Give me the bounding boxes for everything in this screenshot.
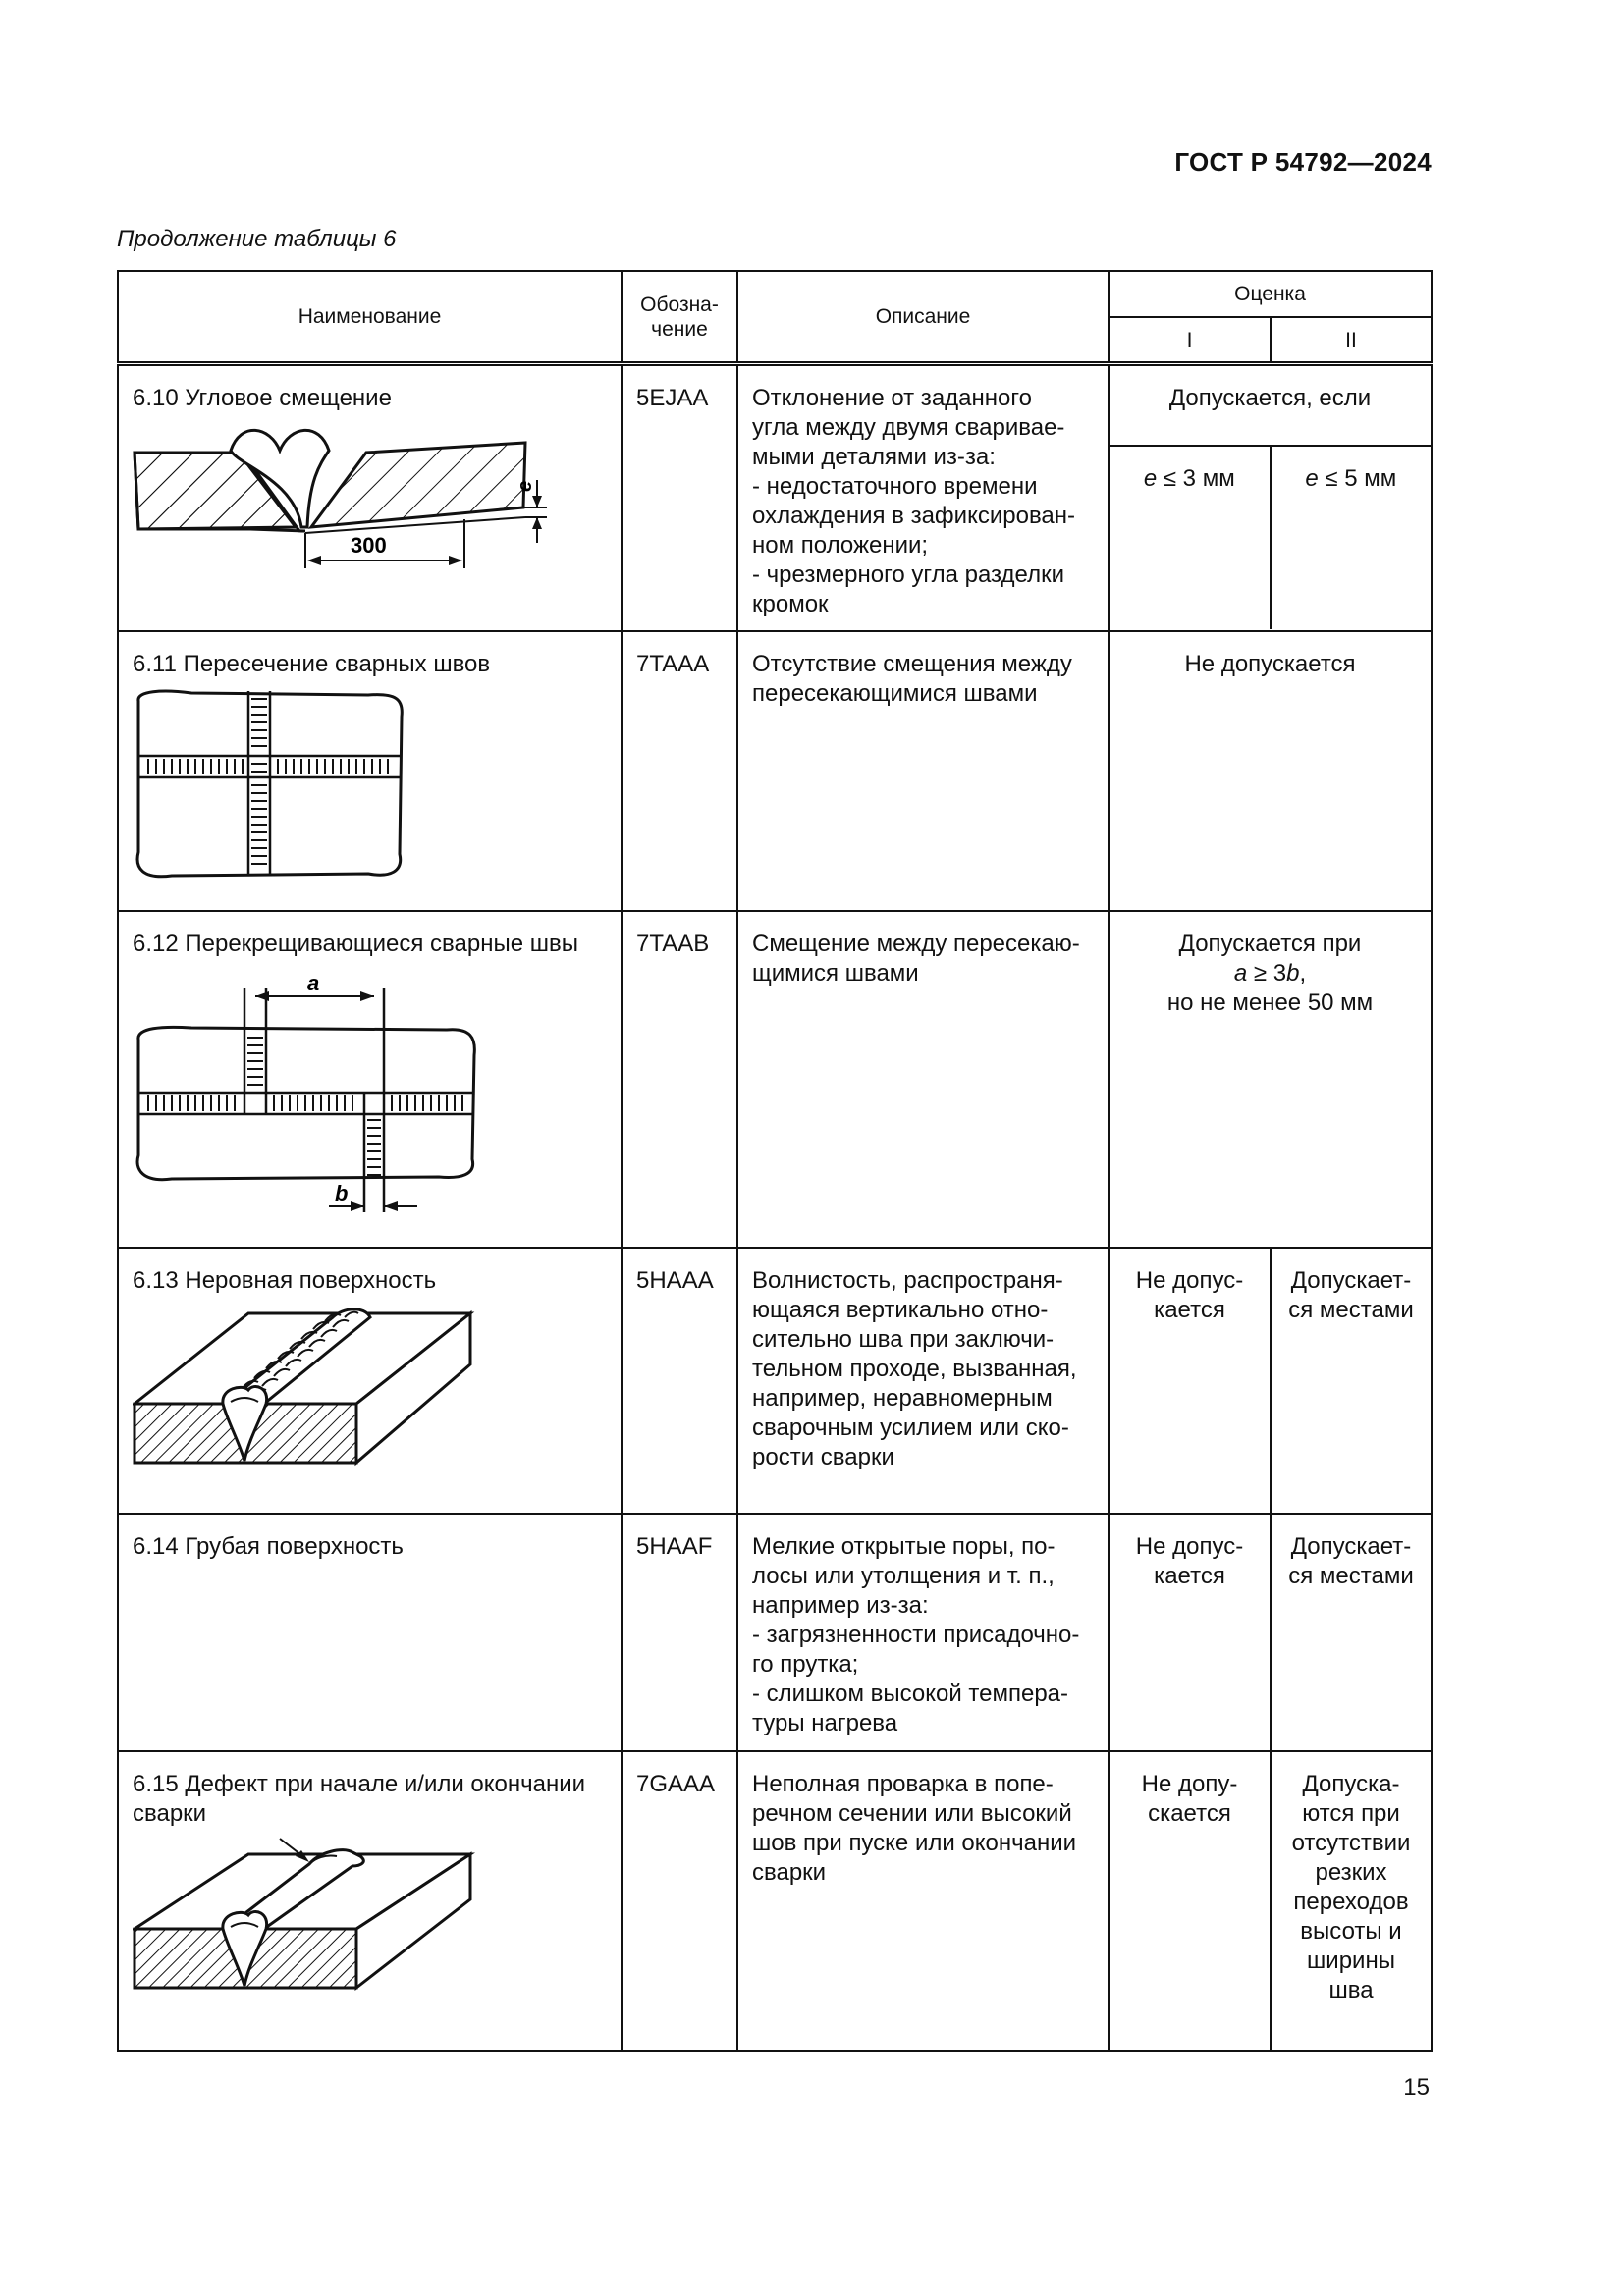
grade-common: Допускается, если: [1110, 366, 1431, 447]
angular-misalignment-figure: [133, 421, 555, 568]
row-code: 7TAAB: [622, 911, 737, 1248]
crossing-welds-figure: [133, 967, 506, 1222]
defects-table: [117, 270, 1433, 2052]
row-name-cell: [118, 1248, 622, 1514]
row-name: 6.13 Неровная поверхность: [133, 1266, 437, 1294]
row-name: 6.15 Дефект при начале и/или окончании сварки: [133, 1770, 586, 1827]
row-code: 7GAAA: [622, 1751, 737, 2051]
row-description: Волнистость, распространя- ющаяся вертикально отно- сительно шва при заключи- тельном проходе, вызванная, например, неравномерным сварочным усилием или ско- рости сварки: [737, 1248, 1109, 1514]
row-name-cell: [118, 631, 622, 911]
row-code: 7TAAA: [622, 631, 737, 911]
grade-i: e ≤ 3 мм: [1110, 447, 1272, 629]
svg-text:e: e: [514, 480, 536, 492]
table-row: [118, 364, 1432, 631]
header-grade-i: I: [1109, 317, 1271, 364]
row-name: 6.12 Перекрещивающиеся сварные швы: [133, 930, 578, 957]
table-row: [118, 1751, 1432, 2051]
row-grade-merged: Допускается при a ≥ 3b, но не менее 50 мм: [1109, 911, 1432, 1248]
svg-text:b: b: [335, 1180, 349, 1205]
table-row: [118, 1514, 1432, 1751]
row-name-cell: [118, 1514, 622, 1751]
row-code: 5HAAF: [622, 1514, 737, 1751]
row-grade-i: Не допу- скается: [1109, 1751, 1271, 2051]
row-name-cell: [118, 911, 622, 1248]
row-name: 6.14 Грубая поверхность: [133, 1532, 404, 1560]
svg-text:a: a: [307, 970, 320, 995]
page-number: 15: [1403, 2074, 1430, 2101]
row-description: Неполная проварка в попе- речном сечении или высокий шов при пуске или окончании сварки: [737, 1751, 1109, 2051]
row-grade-merged: Не допускается: [1109, 631, 1432, 911]
row-grade-ii: Допуска- ются при отсутствии резких переходов высоты и ширины шва: [1271, 1751, 1432, 2051]
grade-formula: a ≥ 3b,: [1233, 959, 1307, 987]
row-description: Отсутствие смещения между пересекающимися швами: [737, 631, 1109, 911]
row-name-cell: [118, 364, 622, 631]
row-grade-split: [1109, 364, 1432, 631]
table-continuation-caption: Продолжение таблицы 6: [117, 226, 397, 252]
uneven-surface-figure: [133, 1304, 486, 1490]
row-description: Смещение между пересекаю- щимися швами: [737, 911, 1109, 1248]
weld-intersection-figure: [133, 687, 417, 883]
row-name-cell: [118, 1751, 622, 2051]
row-description: Отклонение от заданного угла между двумя сваривае- мыми деталями из-за: - недостаточного времени охлаждения в зафиксирован- ном положении; - чрезмерного угла разделки кромок: [737, 364, 1109, 631]
header-grade-ii: II: [1271, 317, 1432, 364]
row-name: 6.11 Пересечение сварных швов: [133, 650, 491, 677]
row-description: Мелкие открытые поры, по- лосы или утолщения и т. п., например из-за: - загрязненности присадочно- го прутка; - слишком высокой темпера- туры нагрева: [737, 1514, 1109, 1751]
document-number: ГОСТ Р 54792—2024: [1174, 147, 1432, 177]
row-grade-i: Не допус- кается: [1109, 1514, 1271, 1751]
grade-ii: e ≤ 5 мм: [1305, 465, 1397, 492]
row-name: 6.10 Угловое смещение: [133, 385, 392, 411]
svg-text:300: 300: [351, 533, 387, 558]
header-grade: Оценка: [1109, 271, 1432, 317]
header-name: Наименование: [118, 271, 622, 364]
table-row: [118, 1248, 1432, 1514]
table-row: [118, 631, 1432, 911]
header-code: Обозна-чение: [622, 271, 737, 364]
table-row: [118, 911, 1432, 1248]
row-code: 5EJAA: [622, 364, 737, 631]
row-code: 5HAAA: [622, 1248, 737, 1514]
start-end-defect-figure: [133, 1837, 486, 2013]
row-grade-ii: Допускает- ся местами: [1271, 1248, 1432, 1514]
row-grade-i: Не допус- кается: [1109, 1248, 1271, 1514]
row-grade-ii: Допускает- ся местами: [1271, 1514, 1432, 1751]
header-description: Описание: [737, 271, 1109, 364]
